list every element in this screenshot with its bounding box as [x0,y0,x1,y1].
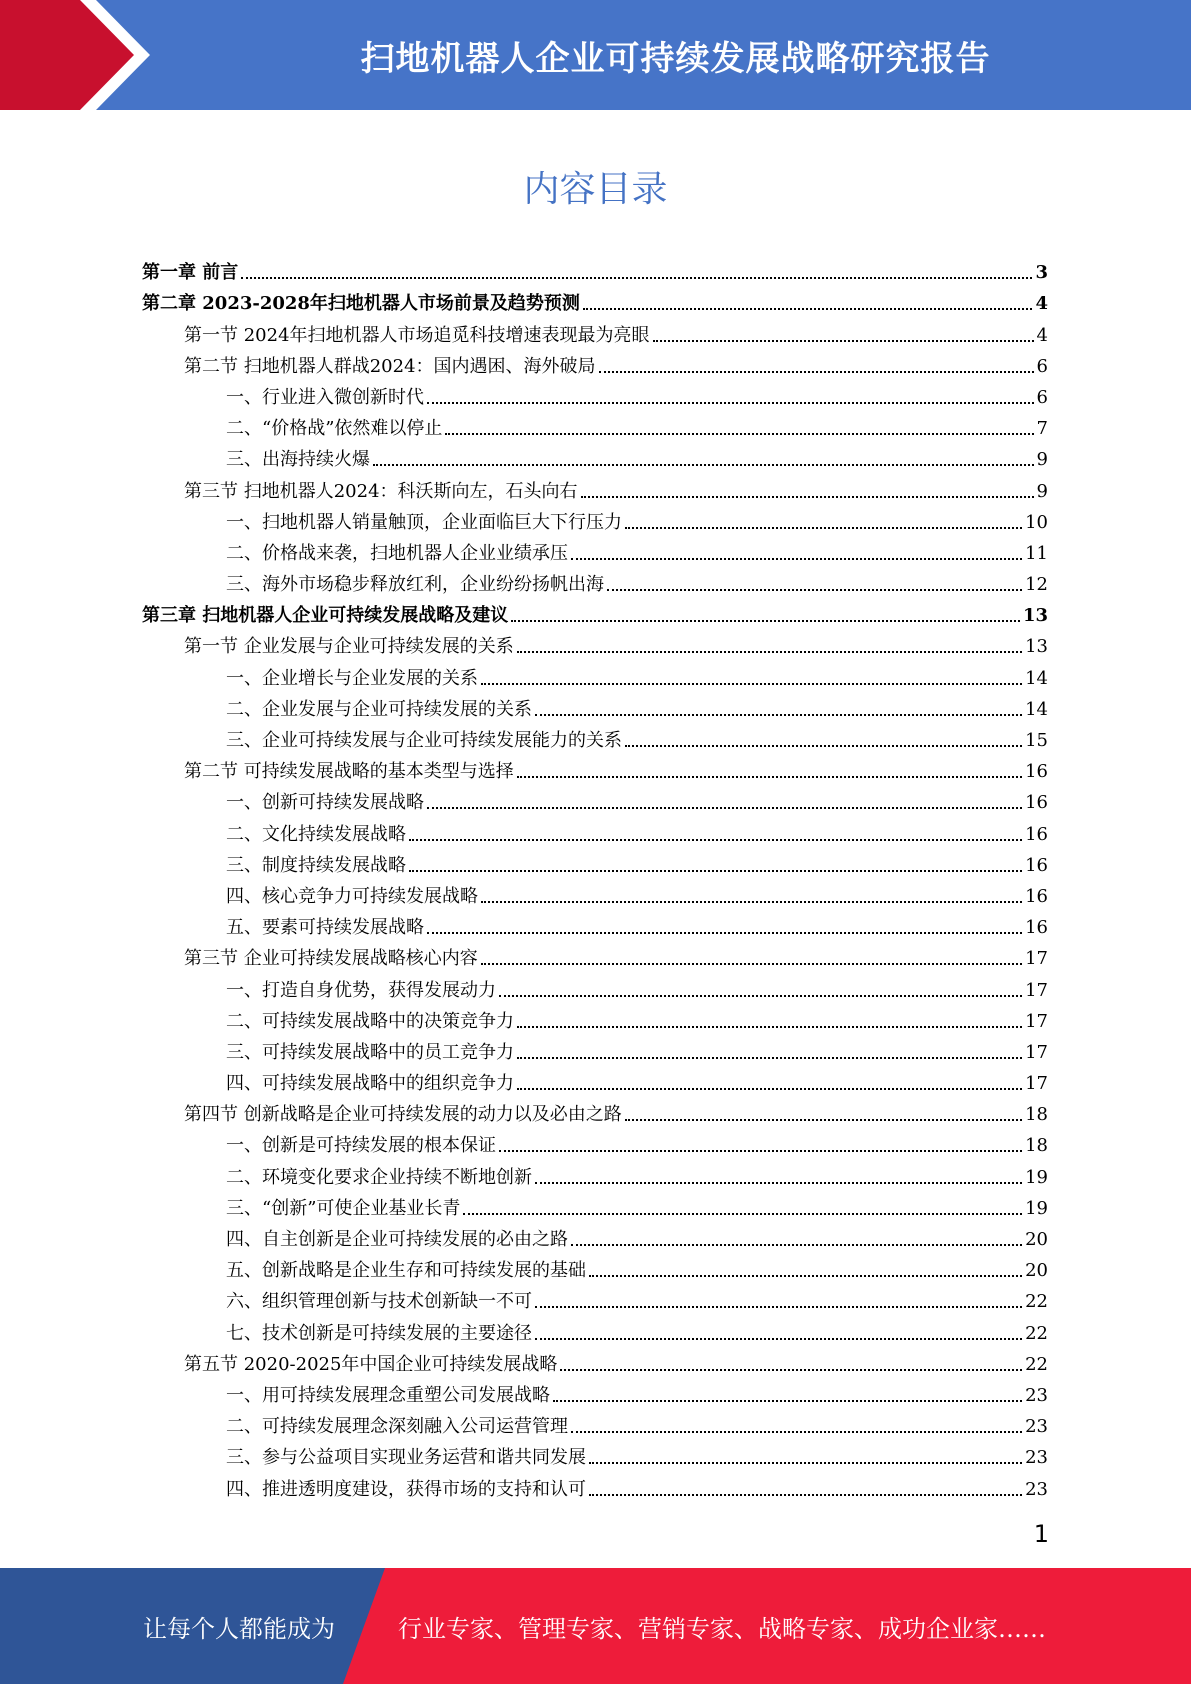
toc-entry[interactable] [142,1469,1048,1500]
toc-entry-page: 18 [1025,1104,1048,1126]
toc-entry-title: 一、创新可持续发展战略 [226,792,424,814]
toc-entry-title: 第三章 扫地机器人企业可持续发展战略及建议 [142,605,509,627]
toc-entry-page: 16 [1025,792,1048,814]
toc-entry-title: 五、创新战略是企业生存和可持续发展的基础 [226,1260,586,1282]
toc-entry[interactable] [142,783,1048,814]
toc-entry[interactable] [142,565,1048,596]
toc-entry-title: 第二章 2023-2028年扫地机器人市场前景及趋势预测 [142,293,580,315]
toc-entry[interactable] [142,378,1048,409]
toc-entry-page: 4 [1035,293,1048,315]
toc-entry-title: 四、核心竞争力可持续发展战略 [226,885,478,907]
toc-entry-title: 二、“价格战”依然难以停止 [226,418,443,440]
toc-entry-page: 14 [1025,667,1048,689]
toc-entry[interactable] [142,846,1048,877]
footer-slogan-right: 行业专家、管理专家、营销专家、战略专家、成功企业家…… [398,1614,1046,1643]
toc-entry-page: 17 [1025,948,1048,970]
toc-entry[interactable] [142,1220,1048,1251]
toc-dot-leader [581,496,1034,498]
toc-entry-title: 二、文化持续发展战略 [226,823,406,845]
toc-entry-page: 20 [1025,1229,1048,1250]
toc-entry-title: 三、可持续发展战略中的员工竞争力 [226,1041,514,1063]
toc-entry[interactable] [142,1282,1048,1313]
toc-entry-page: 11 [1025,542,1048,564]
toc-entry-page: 12 [1025,574,1048,596]
toc-dot-leader [553,1400,1022,1402]
toc-entry-page: 17 [1025,979,1048,1001]
toc-entry-title: 三、企业可持续发展与企业可持续发展能力的关系 [226,730,622,751]
toc-entry[interactable] [142,315,1048,346]
toc-dot-leader [445,433,1033,435]
toc-entry-title: 三、海外市场稳步释放红利，企业纷纷扬帆出海 [226,574,604,596]
toc-entry[interactable] [142,409,1048,440]
toc-entry-page: 16 [1025,854,1048,876]
toc-entry-page: 17 [1025,1041,1048,1063]
toc-entry-page: 17 [1025,1010,1048,1032]
toc-entry-page: 22 [1025,1322,1048,1344]
toc-entry-page: 23 [1025,1416,1048,1438]
toc-entry-title: 三、制度持续发展战略 [226,854,406,876]
footer-slogan-left: 让每个人都能成为 [143,1614,335,1643]
toc-entry[interactable] [142,284,1048,315]
toc-entry[interactable] [142,1002,1048,1033]
toc-dot-leader [589,1494,1022,1496]
toc-dot-leader [589,1275,1022,1277]
page-header-banner [0,0,1191,110]
toc-entry-page: 16 [1025,823,1048,845]
toc-entry[interactable] [142,596,1048,627]
toc-entry-title: 第三节 扫地机器人2024：科沃斯向左，石头向右 [184,480,578,502]
toc-entry-page: 16 [1025,917,1048,939]
toc-entry-page: 15 [1025,730,1048,751]
toc-dot-leader [517,776,1022,778]
toc-entry-title: 第一节 2024年扫地机器人市场追觅科技增速表现最为亮眼 [184,324,650,346]
toc-entry[interactable] [142,1189,1048,1220]
toc-entry-page: 16 [1025,885,1048,907]
toc-entry-page: 22 [1025,1353,1048,1375]
page-number: 1 [1033,1520,1049,1548]
toc-entry-title: 第一节 企业发展与企业可持续发展的关系 [184,636,514,658]
toc-entry-page: 4 [1036,324,1048,346]
toc-entry[interactable] [142,1095,1048,1126]
toc-entry[interactable] [142,503,1048,534]
toc-dot-leader [427,932,1022,934]
toc-entry-page: 10 [1025,511,1048,533]
toc-entry[interactable] [142,970,1048,1001]
toc-dot-leader [625,745,1022,747]
toc-entry-page: 6 [1036,386,1048,408]
toc-dot-leader [571,558,1022,560]
toc-entry[interactable] [142,721,1048,752]
toc-entry-page: 17 [1025,1073,1048,1095]
toc-entry[interactable] [142,627,1048,658]
toc-dot-leader [571,1431,1022,1433]
toc-entry[interactable] [142,658,1048,689]
toc-entry[interactable] [142,1313,1048,1344]
toc-entry[interactable] [142,814,1048,845]
toc-entry-title: 第三节 企业可持续发展战略核心内容 [184,948,478,970]
toc-entry-title: 第二节 扫地机器人群战2024：国内遇困、海外破局 [184,355,596,377]
toc-entry-page: 20 [1025,1260,1048,1282]
toc-dot-leader [499,1150,1022,1152]
toc-heading: 内容目录 [523,169,668,210]
toc-entry-title: 一、扫地机器人销量触顶，企业面临巨大下行压力 [226,511,622,533]
toc-dot-leader [517,1057,1022,1059]
toc-dot-leader [607,589,1022,591]
toc-entry-page: 13 [1025,636,1048,658]
toc-dot-leader [599,371,1034,373]
toc-entry-page: 19 [1025,1166,1048,1188]
toc-entry-page: 6 [1036,355,1048,377]
toc-entry-page: 14 [1025,698,1048,720]
toc-dot-leader [481,683,1022,685]
toc-entry-title: 三、参与公益项目实现业务运营和谐共同发展 [226,1447,586,1469]
toc-entry-title: 三、出海持续火爆 [226,449,370,471]
toc-entry[interactable] [142,939,1048,970]
toc-entry-page: 18 [1025,1135,1048,1157]
toc-entry-title: 四、推进透明度建设，获得市场的支持和认可 [226,1478,586,1500]
toc-entry[interactable] [142,1064,1048,1095]
toc-entry[interactable] [142,690,1048,721]
toc-entry-title: 二、可持续发展战略中的决策竞争力 [226,1010,514,1032]
toc-entry-page: 23 [1025,1384,1048,1406]
toc-entry-page: 3 [1035,262,1048,284]
toc-dot-leader [625,1119,1022,1121]
toc-dot-leader [427,402,1034,404]
toc-dot-leader [373,464,1034,466]
toc-entry[interactable] [142,1126,1048,1157]
toc-entry-page: 16 [1025,761,1048,783]
toc-dot-leader [499,995,1022,997]
toc-dot-leader [653,340,1034,342]
page-footer-banner [0,1568,1191,1684]
toc-entry-page: 22 [1025,1291,1048,1313]
toc-entry-title: 二、企业发展与企业可持续发展的关系 [226,698,532,720]
toc-entry-title: 一、创新是可持续发展的根本保证 [226,1135,496,1157]
toc-entry-title: 第二节 可持续发展战略的基本类型与选择 [184,761,514,783]
toc-entry-title: 一、行业进入微创新时代 [226,386,424,408]
toc-entry[interactable] [142,908,1048,939]
toc-entry[interactable] [142,1376,1048,1407]
toc-entry-title: 第一章 前言 [142,262,239,284]
toc-entry-title: 一、打造自身优势，获得发展动力 [226,979,496,1001]
report-title: 扫地机器人企业可持续发展战略研究报告 [360,38,991,79]
toc-dot-leader [571,1244,1022,1246]
toc-dot-leader [481,963,1022,965]
toc-entry-title: 一、企业增长与企业发展的关系 [226,667,478,689]
toc-entry-page: 19 [1025,1197,1048,1219]
toc-entry-title: 六、组织管理创新与技术创新缺一不可 [226,1291,532,1313]
toc-dot-leader [583,308,1033,310]
toc-dot-leader [589,1462,1022,1464]
toc-dot-leader [241,277,1032,279]
toc-entry[interactable] [142,1407,1048,1438]
toc-entry-title: 三、“创新”可使企业基业长青 [226,1197,461,1219]
toc-dot-leader [517,1088,1022,1090]
toc-entry-title: 第四节 创新战略是企业可持续发展的动力以及必由之路 [184,1104,622,1126]
toc-entry-title: 二、可持续发展理念深刻融入公司运营管理 [226,1416,568,1438]
toc-entry[interactable] [142,471,1048,502]
toc-entry[interactable] [142,440,1048,471]
toc-dot-leader [535,1338,1022,1340]
toc-entry[interactable] [142,1251,1048,1282]
toc-dot-leader [427,807,1022,809]
toc-dot-leader [409,870,1022,872]
toc-entry-title: 四、自主创新是企业可持续发展的必由之路 [226,1229,568,1250]
toc-entry-page: 23 [1025,1478,1048,1500]
toc-entry[interactable] [142,534,1048,565]
toc-entry[interactable] [142,253,1048,284]
toc-entry-page: 9 [1036,480,1048,502]
toc-dot-leader [625,527,1022,529]
toc-dot-leader [511,620,1020,622]
toc-entry-title: 二、价格战来袭，扫地机器人企业业绩承压 [226,542,568,564]
toc-entry[interactable] [142,1157,1048,1188]
toc-dot-leader [463,1213,1022,1215]
toc-entry[interactable] [142,347,1048,378]
toc-dot-leader [409,839,1022,841]
toc-entry[interactable] [142,1438,1048,1469]
toc-entry-page: 9 [1036,449,1048,471]
toc-entry-page: 13 [1022,605,1048,627]
toc-entry-title: 二、环境变化要求企业持续不断地创新 [226,1166,532,1188]
toc-entry[interactable] [142,752,1048,783]
toc-entry-title: 五、要素可持续发展战略 [226,917,424,939]
toc-dot-leader [535,1182,1022,1184]
toc-entry[interactable] [142,1033,1048,1064]
toc-entry[interactable] [142,1345,1048,1376]
toc-entry-page: 23 [1025,1447,1048,1469]
toc-entry-page: 7 [1036,418,1048,440]
toc-dot-leader [560,1369,1022,1371]
toc-entry-title: 第五节 2020-2025年中国企业可持续发展战略 [184,1353,558,1375]
toc-dot-leader [535,1306,1022,1308]
toc-entry-title: 七、技术创新是可持续发展的主要途径 [226,1322,532,1344]
toc-entry-title: 四、可持续发展战略中的组织竞争力 [226,1073,514,1095]
toc-dot-leader [517,1026,1022,1028]
toc-dot-leader [481,901,1022,903]
toc-dot-leader [535,714,1022,716]
table-of-contents [142,253,1048,1501]
toc-dot-leader [517,651,1022,653]
toc-entry[interactable] [142,877,1048,908]
toc-entry-title: 一、用可持续发展理念重塑公司发展战略 [226,1384,550,1406]
